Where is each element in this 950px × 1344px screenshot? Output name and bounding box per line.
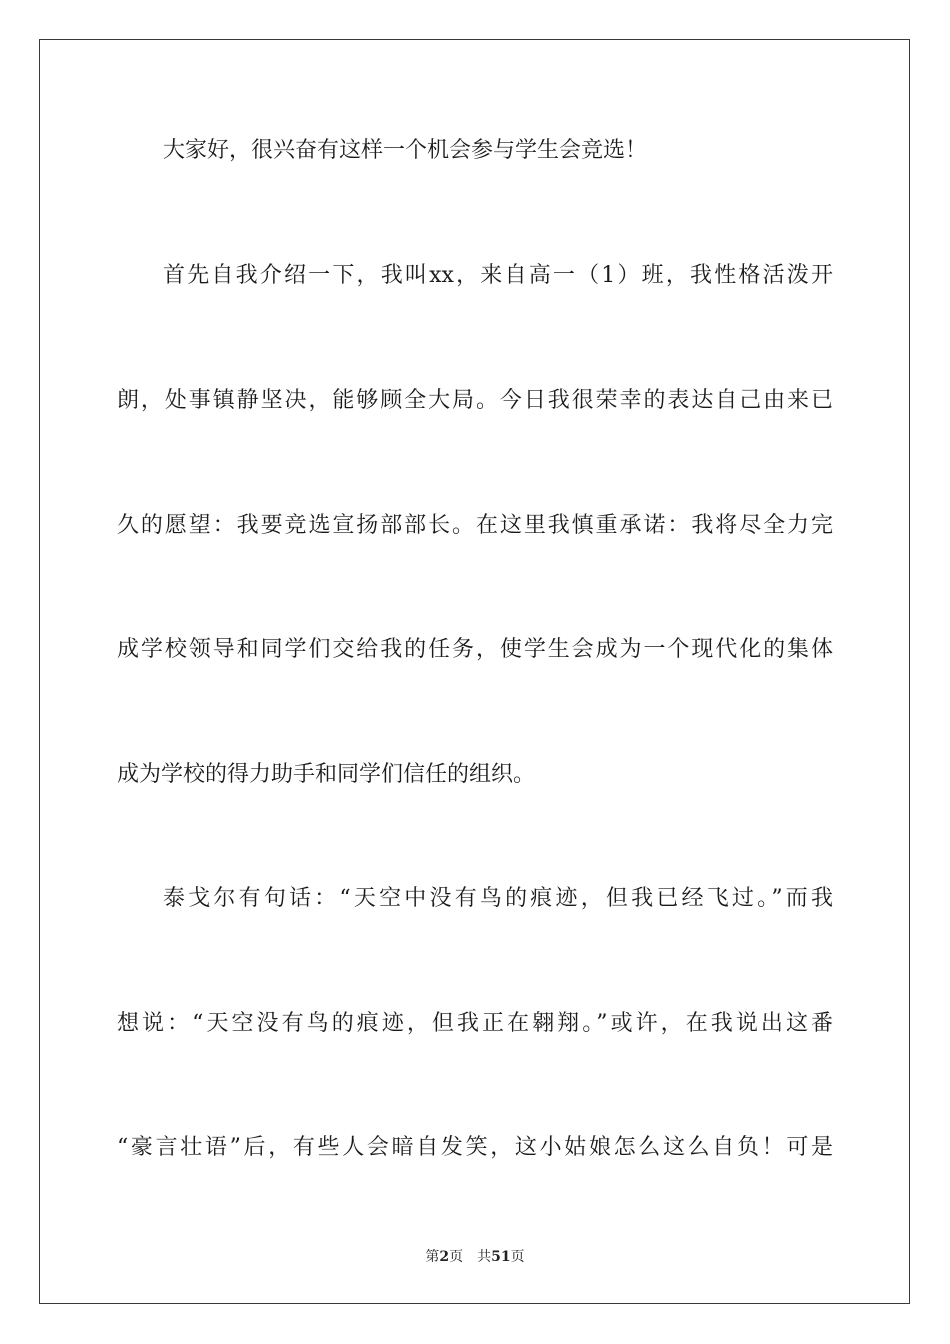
paragraph-line: 朗，处事镇静坚决，能够顾全大局。今日我很荣幸的表达自己由来已	[117, 388, 833, 413]
total-prefix: 共	[477, 1249, 492, 1265]
paragraph-line: 首先自我介绍一下，我叫xx，来自高一（1）班，我性格活泼开	[163, 263, 833, 288]
page-footer	[0, 1247, 950, 1267]
page-border	[39, 39, 910, 1304]
paragraph-line: 大家好，很兴奋有这样一个机会参与学生会竞选！	[163, 138, 648, 163]
paragraph-line: 成为学校的得力助手和同学们信任的组织。	[117, 762, 536, 787]
total-suffix: 页	[510, 1249, 525, 1265]
page-number: 2	[439, 1249, 450, 1265]
total-pages: 51	[491, 1249, 511, 1265]
paragraph-line: 成学校领导和同学们交给我的任务，使学生会成为一个现代化的集体	[117, 637, 833, 662]
paragraph-line: 泰戈尔有句话：“天空中没有鸟的痕迹，但我已经飞过。”而我	[163, 886, 833, 911]
paragraph-line: 想说：“天空没有鸟的痕迹，但我正在翱翔。”或许，在我说出这番	[117, 1011, 833, 1036]
paragraph-line: 久的愿望：我要竞选宣扬部部长。在这里我慎重承诺：我将尽全力完	[117, 513, 833, 538]
paragraph-line: “豪言壮语”后，有些人会暗自发笑，这小姑娘怎么这么自负！可是	[117, 1135, 833, 1160]
page-suffix: 页	[449, 1249, 464, 1265]
page-prefix: 第	[425, 1249, 440, 1265]
